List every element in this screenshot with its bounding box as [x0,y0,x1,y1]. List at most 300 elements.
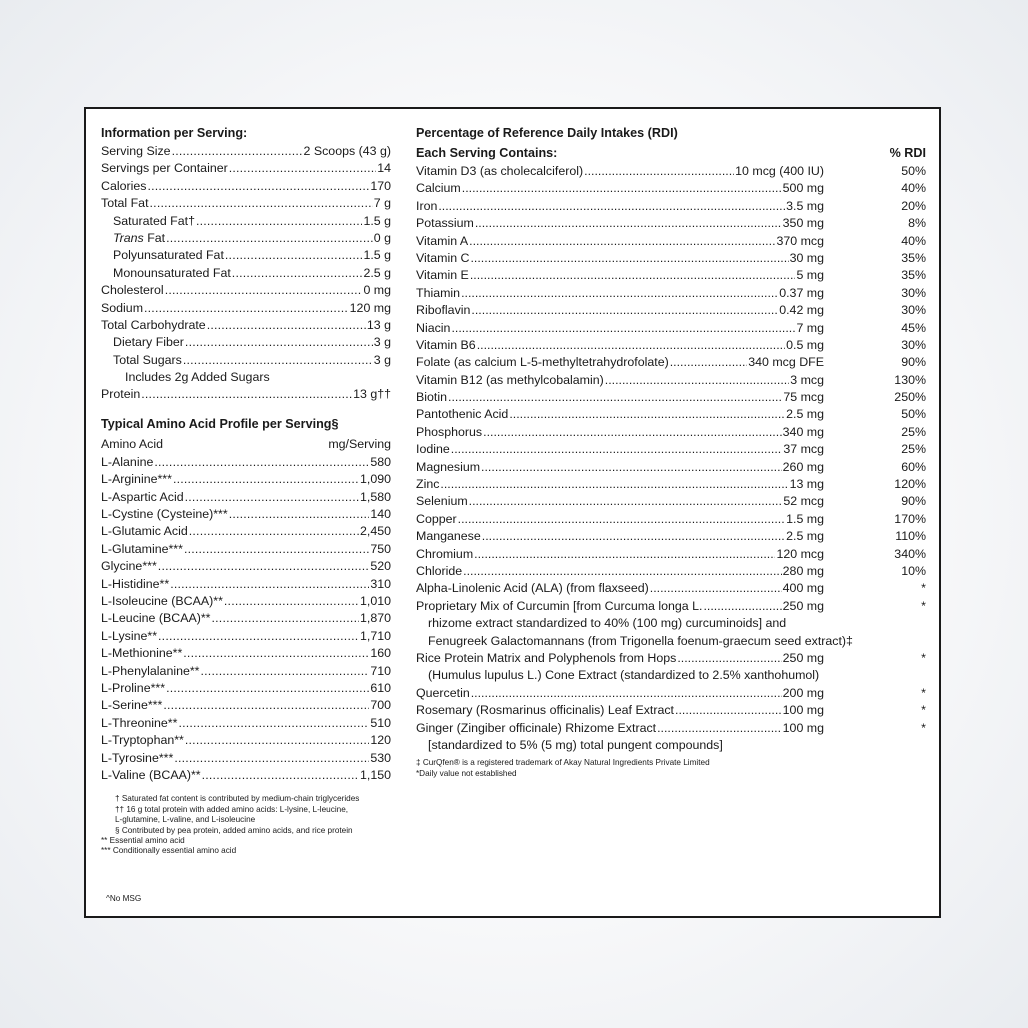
rdi-row [416,163,926,180]
leader-dots [158,558,370,575]
leader-dots [184,541,369,558]
leader-dots [470,250,788,267]
leader-dots [483,424,782,441]
rdi-percent: 50% [901,407,926,422]
leader-dots [225,247,363,264]
rdi-value: 0.42 mg [779,303,824,318]
rdi-row-main [416,250,824,267]
rdi-row [416,702,926,719]
serving-value: 2 Scoops (43 g) [303,144,391,158]
serving-value: 2.5 g [363,265,391,280]
serving-row [101,386,391,403]
leader-dots [172,143,303,160]
rdi-pct-header: % RDI [889,146,926,160]
rdi-header [416,143,926,163]
amino-row [101,610,391,627]
amino-value: 580 [370,454,391,469]
rdi-row [416,493,926,510]
amino-row [101,680,391,697]
leader-dots [462,180,782,197]
rdi-value: 260 mg [782,459,824,474]
amino-rows [101,454,391,784]
rdi-value: 340 mcg DFE [748,355,824,370]
amino-footnote: L-glutamine, L-valine, and L-isoleucine [115,815,256,825]
rdi-footnotes [416,758,926,779]
leader-dots [509,406,785,423]
rdi-label: Vitamin E [416,268,469,283]
rdi-percent: 60% [901,459,926,474]
rdi-value: 400 mg [782,581,824,596]
left-column [101,123,391,857]
amino-label: L-Phenylalanine** [101,663,200,678]
rdi-percent: 90% [901,494,926,509]
rdi-percent: 50% [901,164,926,178]
rdi-percent: * [921,581,926,596]
rdi-percent: 110% [895,529,926,544]
serving-label: Polyunsaturated Fat [113,248,224,263]
rdi-value: 340 mg [782,424,824,439]
rdi-label: Quercetin [416,685,470,700]
rdi-row [416,215,926,232]
amino-value: 120 [370,733,391,748]
amino-value: 1,010 [359,593,391,608]
serving-value: 14 [377,161,391,176]
amino-label: L-Proline*** [101,680,166,695]
amino-value: 310 [370,576,391,591]
rdi-row [416,250,926,267]
rdi-value: 0.5 mg [786,337,824,352]
rdi-row [416,720,926,737]
leader-dots [147,178,369,195]
rdi-value: 120 mcg [776,546,824,561]
rdi-label: Selenium [416,494,468,509]
amino-title: Typical Amino Acid Profile per Serving§ [101,416,339,431]
rdi-value: 350 mg [782,216,824,231]
leader-dots [482,528,785,545]
amino-row [101,645,391,662]
rdi-row-main [416,563,824,580]
rdi-row [416,650,926,667]
rdi-percent: 40% [901,181,926,196]
amino-footnotes [101,794,391,856]
leader-dots [185,334,373,351]
rdi-row-main [416,285,824,302]
rdi-label: Alpha-Linolenic Acid (ALA) (from flaxseed) [416,581,649,596]
leader-dots [154,454,369,471]
serving-rows [101,143,391,404]
rdi-value: 250 mg [782,598,824,613]
serving-label: Servings per Container [101,161,228,176]
serving-row [101,143,391,160]
rdi-row [416,441,926,458]
serving-row [101,317,391,334]
amino-label: L-Glutamic Acid [101,524,188,539]
leader-dots [229,506,370,523]
rdi-percent: 20% [901,198,926,213]
leader-dots [703,598,781,615]
amino-label: L-Histidine** [101,576,170,591]
amino-column-headers [101,434,391,454]
serving-label: Total Carbohydrate [101,317,206,332]
rdi-value: 250 mg [782,650,824,665]
rdi-continuation: [standardized to 5% (5 mg) total pungent compounds] [428,737,723,752]
amino-label: L-Valine (BCAA)** [101,767,201,782]
rdi-row [416,302,926,319]
serving-value: 120 mg [349,300,391,315]
rdi-row-main [416,720,824,737]
rdi-row-main [416,320,824,337]
rdi-label: Vitamin B6 [416,337,476,352]
amino-label: L-Serine*** [101,698,163,713]
rdi-title: Percentage of Reference Daily Intakes (RDI) [416,126,678,140]
rdi-label: Phosphorus [416,424,483,439]
rdi-label: Magnesium [416,459,481,474]
amino-row [101,715,391,732]
leader-dots [201,663,370,680]
rdi-percent: 25% [901,442,926,457]
amino-row [101,489,391,506]
rdi-percent: 10% [901,563,926,578]
rdi-value: 200 mg [782,685,824,700]
rdi-continuation: (Humulus lupulus L.) Cone Extract (standardized to 2.5% xanthohumol) [428,668,820,683]
amino-label: L-Tyrosine*** [101,750,174,765]
amino-value: 2,450 [359,524,391,539]
rdi-value: 370 mcg [776,233,824,248]
rdi-footnote: ‡ CurQfen® is a registered trademark of Akay Natural Ingredients Private Limited [416,758,710,768]
rdi-footnote: *Daily value not established [416,768,517,778]
amino-label: Glycine*** [101,559,157,574]
leader-dots [448,389,782,406]
leader-dots [584,163,734,180]
rdi-label: Vitamin B12 (as methylcobalamin) [416,372,604,387]
leader-dots [212,610,359,627]
leader-dots [440,476,788,493]
leader-dots [174,750,369,767]
serving-value: 3 g [373,352,391,367]
rdi-row [416,563,926,580]
rdi-row-main [416,685,824,702]
amino-row [101,523,391,540]
serving-row [101,230,391,247]
leader-dots [438,198,785,215]
leader-dots [229,160,376,177]
leader-dots [165,282,363,299]
amino-label: L-Aspartic Acid [101,489,184,504]
leader-dots [144,300,349,317]
rdi-row-main [416,163,824,180]
amino-value: 700 [370,698,391,713]
rdi-row-main [416,372,824,389]
rdi-value: 75 mcg [783,390,824,405]
rdi-row-main [416,233,824,250]
rdi-row [416,285,926,302]
amino-footnote: †† 16 g total protein with added amino acids: L-lysine, L-leucine, [115,804,349,814]
rdi-percent: * [921,720,926,735]
serving-row [101,352,391,369]
rdi-row-main [416,180,824,197]
rdi-percent: * [921,703,926,718]
rdi-percent: 40% [901,233,926,248]
rdi-row [416,267,926,284]
rdi-label: Ginger (Zingiber officinale) Rhizome Extract [416,720,657,735]
rdi-row [416,511,926,528]
serving-label: Saturated Fat† [113,213,195,228]
rdi-label: Copper [416,511,457,526]
serving-label: Trans Fat [113,230,166,245]
leader-dots [677,650,781,667]
rdi-value: 1.5 mg [786,511,824,526]
leader-dots [207,317,366,334]
rdi-row-main [416,389,824,406]
leader-dots [670,354,748,371]
serving-label: Sodium [101,300,144,315]
serving-label: Protein [101,387,141,402]
amino-label: L-Methionine** [101,646,183,661]
rdi-value: 280 mg [782,563,824,578]
leader-dots [451,441,783,458]
rdi-label: Rosemary (Rosmarinus officinalis) Leaf Extract [416,703,674,718]
amino-footnote: † Saturated fat content is contributed by medium-chain triglycerides [115,794,360,804]
rdi-percent: * [921,650,926,665]
rdi-label: Zinc [416,477,440,492]
rdi-percent: 35% [901,250,926,265]
amino-col-left: Amino Acid [101,436,163,451]
rdi-row-main [416,337,824,354]
rdi-row [416,685,926,702]
amino-row [101,454,391,471]
leader-dots [202,767,359,784]
amino-row [101,732,391,749]
amino-row [101,628,391,645]
rdi-row [416,320,926,337]
amino-row [101,506,391,523]
amino-value: 750 [370,541,391,556]
amino-label: L-Tryptophan** [101,733,184,748]
rdi-label: Iodine [416,442,450,457]
rdi-value: 500 mg [782,181,824,196]
amino-value: 1,580 [359,489,391,504]
amino-value: 1,710 [359,628,391,643]
amino-row [101,663,391,680]
amino-label: L-Glutamine*** [101,541,183,556]
rdi-percent: 30% [901,285,926,300]
rdi-percent: 120% [894,477,926,492]
rdi-label: Riboflavin [416,303,471,318]
leader-dots [183,645,369,662]
leader-dots [232,265,363,282]
leader-dots [163,697,369,714]
rdi-label: Proprietary Mix of Curcumin [from Curcuma longa L. [416,598,703,613]
rdi-continuation: rhizome extract standardized to 40% (100 mg) curcuminoids] and [428,616,787,631]
rdi-row-main [416,198,824,215]
rdi-label: Manganese [416,529,481,544]
serving-label: Cholesterol [101,283,164,298]
rdi-row [416,459,926,476]
leader-dots [166,230,373,247]
amino-row [101,750,391,767]
rdi-label: Iron [416,198,438,213]
supplement-facts-panel [84,107,941,918]
amino-row [101,576,391,593]
serving-row [101,160,391,177]
serving-label: Calories [101,178,147,193]
leader-dots [461,285,778,302]
rdi-row [416,546,926,563]
rdi-row [416,337,926,354]
leader-dots [470,267,796,284]
leader-dots [605,372,789,389]
rdi-row-main [416,580,824,597]
rdi-percent: 250% [894,390,926,405]
rdi-row [416,389,926,406]
rdi-value: 30 mg [789,250,824,265]
rdi-value: 100 mg [782,703,824,718]
amino-label: L-Alanine [101,454,154,469]
rdi-value: 7 mg [796,320,824,335]
serving-label: Total Fat [101,196,149,211]
rdi-label: Calcium [416,181,461,196]
rdi-value: 2.5 mg [786,407,824,422]
rdi-subtitle: Each Serving Contains: [416,146,558,160]
serving-row [101,195,391,212]
serving-label: Total Sugars [113,352,182,367]
rdi-row [416,598,926,615]
rdi-row [416,354,926,371]
rdi-row-main [416,302,824,319]
serving-value: 0 mg [363,283,391,298]
rdi-label: Potassium [416,216,474,231]
amino-footnote: § Contributed by pea protein, added amino acids, and rice protein [115,825,353,835]
amino-footnote: *** Conditionally essential amino acid [101,846,237,856]
amino-row [101,558,391,575]
amino-row [101,767,391,784]
rdi-value: 0.37 mg [779,285,824,300]
rdi-row-main [416,528,824,545]
leader-dots [185,489,359,506]
rdi-label: Vitamin C [416,250,470,265]
leader-dots [224,593,359,610]
amino-row [101,471,391,488]
rdi-row [416,476,926,493]
rdi-label: Chloride [416,563,463,578]
rdi-value: 13 mg [789,477,824,492]
rdi-continuation: Fenugreek Galactomannans (from Trigonella foenum-graecum seed extract)‡ [428,633,853,648]
amino-value: 520 [370,559,391,574]
rdi-row-main [416,476,824,493]
amino-label: L-Lysine** [101,628,158,643]
rdi-row [416,372,926,389]
serving-row [101,300,391,317]
leader-dots [477,337,785,354]
leader-dots [469,493,783,510]
serving-label: Serving Size [101,144,171,158]
leader-dots [471,685,782,702]
amino-label: L-Leucine (BCAA)** [101,611,211,626]
amino-label: L-Arginine*** [101,472,172,487]
rdi-value: 100 mg [782,720,824,735]
amino-value: 1,150 [359,767,391,782]
rdi-row-main [416,702,824,719]
rdi-percent: * [921,685,926,700]
serving-value: 0 g [373,230,391,245]
amino-label: L-Threonine** [101,715,178,730]
leader-dots [189,523,359,540]
serving-row [101,282,391,299]
rdi-row [416,424,926,441]
leader-dots [141,386,352,403]
rdi-value: 52 mcg [783,494,824,509]
rdi-percent: 170% [894,511,926,526]
right-column [416,123,926,779]
amino-value: 1,870 [359,611,391,626]
leader-dots [481,459,782,476]
amino-value: 530 [370,750,391,765]
leader-dots [458,511,785,528]
rdi-row [416,233,926,250]
rdi-label: Vitamin D3 (as cholecalciferol) [416,164,584,178]
rdi-label: Biotin [416,390,447,405]
rdi-percent: 130% [894,372,926,387]
amino-value: 160 [370,646,391,661]
rdi-label: Folate (as calcium L-5-methyltetrahydrofolate) [416,355,669,370]
rdi-row-main [416,546,824,563]
rdi-row-main [416,511,824,528]
rdi-row [416,406,926,423]
rdi-percent: 8% [908,216,926,231]
serving-value: 1.5 g [363,213,391,228]
rdi-percent: 90% [901,355,926,370]
rdi-row [416,580,926,597]
amino-row [101,593,391,610]
amino-value: 610 [370,680,391,695]
leader-dots [173,471,359,488]
serving-row [101,178,391,195]
leader-dots [178,715,369,732]
leader-dots [469,233,775,250]
rdi-row-main [416,493,824,510]
leader-dots [185,732,369,749]
leader-dots [451,320,795,337]
amino-label: L-Cystine (Cysteine)*** [101,507,228,522]
rdi-value: 2.5 mg [786,529,824,544]
amino-col-right: mg/Serving [328,436,391,451]
rdi-row-main [416,215,824,232]
rdi-row-main [416,354,824,371]
rdi-label: Chromium [416,546,474,561]
rdi-row-main [416,424,824,441]
serving-label: Monounsaturated Fat [113,265,231,280]
rdi-row [416,180,926,197]
serving-label: Dietary Fiber [113,335,184,350]
serving-row [101,265,391,282]
serving-row [101,213,391,230]
rdi-percent: 30% [901,337,926,352]
leader-dots [475,215,782,232]
serving-value: 1.5 g [363,248,391,263]
amino-value: 140 [370,507,391,522]
rdi-row-main [416,459,824,476]
serving-value: 7 g [373,196,391,211]
amino-row [101,541,391,558]
leader-dots [657,720,782,737]
rdi-percent: 25% [901,424,926,439]
rdi-label: Rice Protein Matrix and Polyphenols from Hops [416,650,677,665]
rdi-value: 3.5 mg [786,198,824,213]
leader-dots [474,546,775,563]
leader-dots [675,702,782,719]
rdi-label: Thiamin [416,285,461,300]
rdi-row-main [416,441,824,458]
